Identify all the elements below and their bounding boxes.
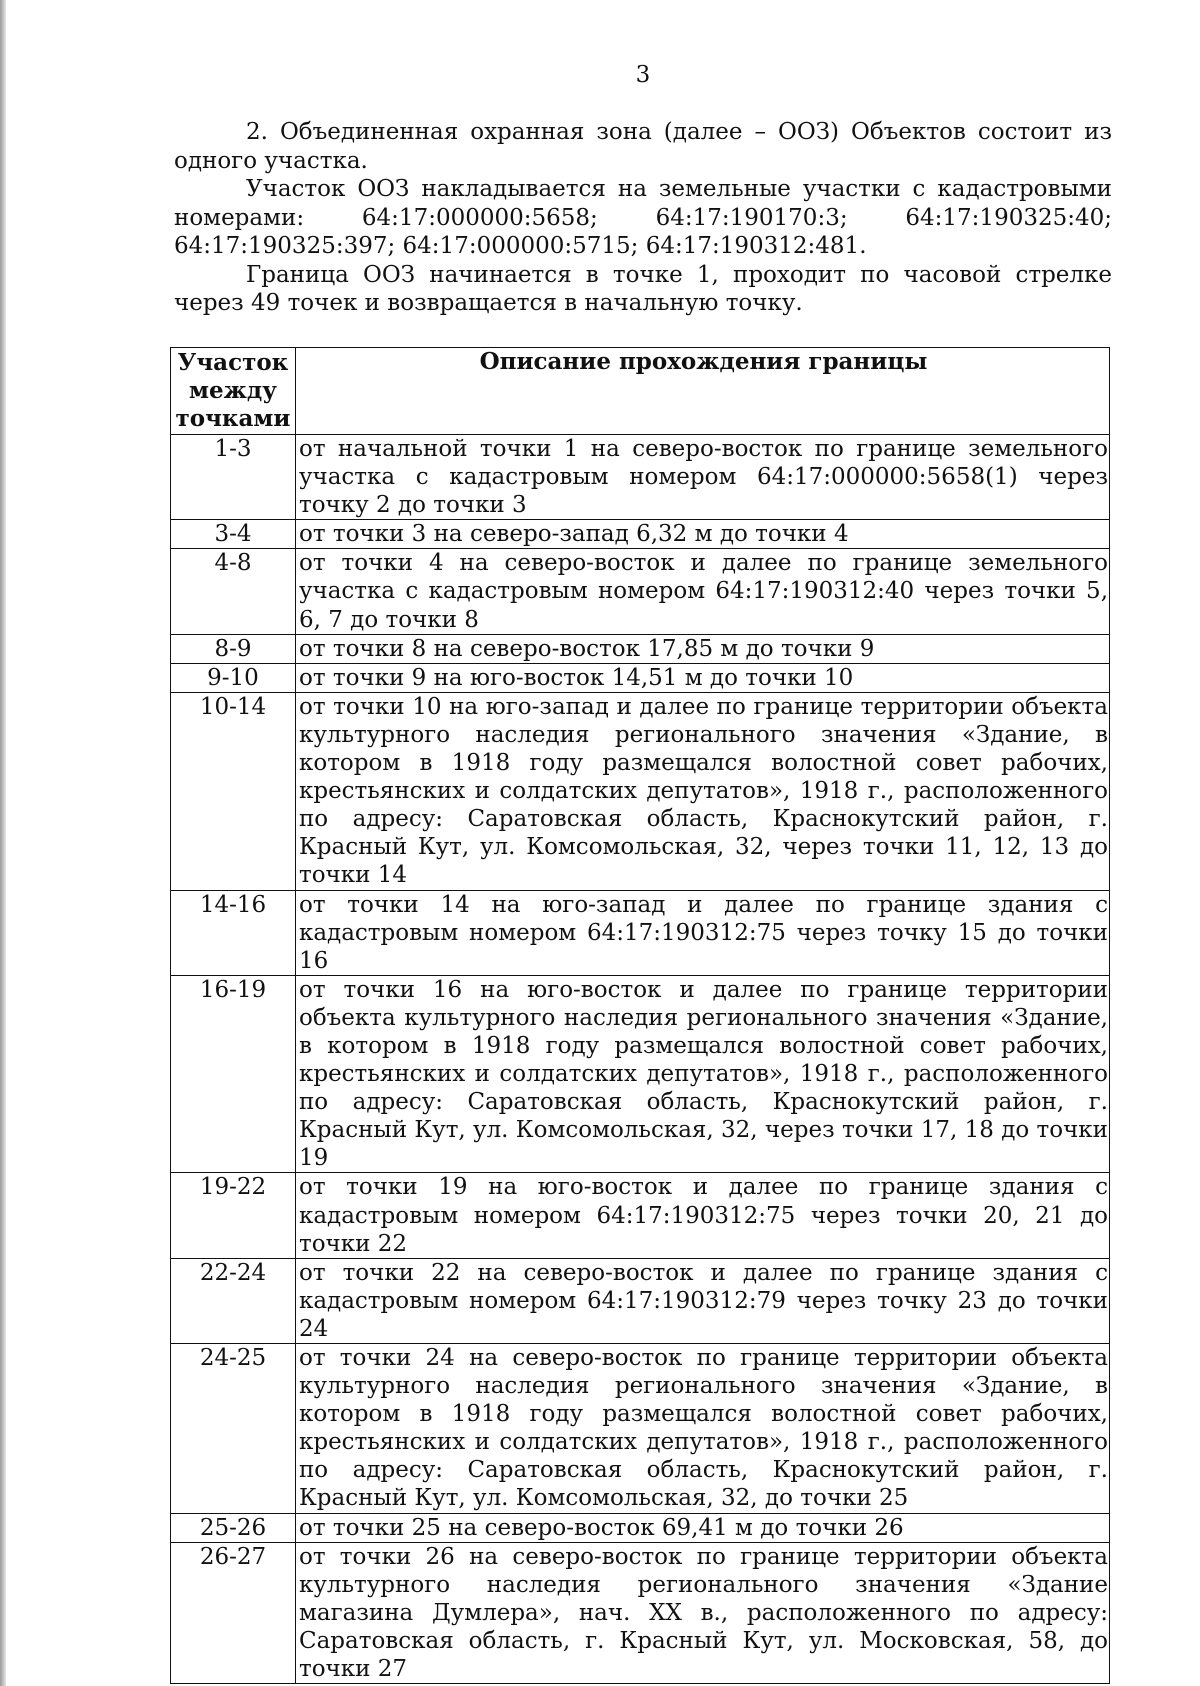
description-cell: от точки 4 на северо-восток и далее по границе земельного участка с кадастровым номером 64:17:190312:40 через точки 5, 6, 7 до точки 8 (295, 549, 1109, 634)
segment-cell: 26-27 (171, 1542, 296, 1683)
description-cell: от точки 10 на юго-запад и далее по границе территории объекта культурного наследия регионального значения «Здание, в котором в 1918 году размещался волостной совет рабочих, крестьянских и солдатских депутатов», 1918 г., расположенного по адресу: Саратовская область, Краснокутский район, г. Красный Кут, ул. Комсомольская, 32, через точки 11, 12, 13 до точки 14 (295, 692, 1109, 890)
table-row (171, 1173, 1110, 1258)
description-cell: от начальной точки 1 на северо-восток по границе земельного участка с кадастровым номером 64:17:000000:5658(1) через точку 2 до точки 3 (295, 435, 1109, 520)
table-row (171, 520, 1110, 549)
header-description: Описание прохождения границы (295, 348, 1109, 435)
table-row (171, 663, 1110, 692)
paragraph-cadastral-numbers: Участок ООЗ накладывается на земельные участки с кадастровыми номерами: 64:17:000000:5658; 64:17:190170:3; 64:17:190325:40; 64:17:190325:397; 64:17:000000:5715; 64:17:190312:481. (174, 176, 1112, 259)
table-row (171, 692, 1110, 890)
segment-cell: 24-25 (171, 1344, 296, 1514)
table-row (171, 1513, 1110, 1542)
segment-cell: 10-14 (171, 692, 296, 890)
description-cell: от точки 3 на северо-запад 6,32 м до точки 4 (295, 520, 1109, 549)
table-row (171, 1542, 1110, 1683)
segment-cell: 22-24 (171, 1258, 296, 1343)
table-row (171, 975, 1110, 1173)
segment-cell: 25-26 (171, 1513, 296, 1542)
body-text (174, 118, 1112, 318)
segment-cell: 16-19 (171, 975, 296, 1173)
table-row (171, 1344, 1110, 1514)
description-cell: от точки 25 на северо-восток 69,41 м до точки 26 (295, 1513, 1109, 1542)
paragraph-zone-composition: 2. Объединенная охранная зона (далее – ООЗ) Объектов состоит из одного участка. (174, 119, 1112, 174)
description-cell: от точки 26 на северо-восток по границе территории объекта культурного наследия регионального значения «Здание магазина Думлера», нач. XX в., расположенного по адресу: Саратовская область, г. Красный Кут, ул. Московская, 58, до точки 27 (295, 1542, 1109, 1683)
paragraph-boundary-start: Граница ООЗ начинается в точке 1, проходит по часовой стрелке через 49 точек и возвращается в начальную точку. (174, 261, 1112, 316)
segment-cell: 8-9 (171, 634, 296, 663)
table-row (171, 1258, 1110, 1343)
description-cell: от точки 8 на северо-восток 17,85 м до точки 9 (295, 634, 1109, 663)
description-cell: от точки 9 на юго-восток 14,51 м до точки 10 (295, 663, 1109, 692)
table-header-row (171, 348, 1110, 435)
boundary-description-table (170, 347, 1110, 1684)
table-row (171, 549, 1110, 634)
description-cell: от точки 24 на северо-восток по границе территории объекта культурного наследия регионального значения «Здание, в котором в 1918 году размещался волостной совет рабочих, крестьянских и солдатских депутатов», 1918 г., расположенного по адресу: Саратовская область, Краснокутский район, г. Красный Кут, ул. Комсомольская, 32, до точки 25 (295, 1344, 1109, 1514)
segment-cell: 4-8 (171, 549, 296, 634)
description-cell: от точки 16 на юго-восток и далее по границе территории объекта культурного наследия регионального значения «Здание, в котором в 1918 году размещался волостной совет рабочих, крестьянских и солдатских депутатов», 1918 г., расположенного по адресу: Саратовская область, Краснокутский район, г. Красный Кут, ул. Комсомольская, 32, через точки 17, 18 до точки 19 (295, 975, 1109, 1173)
description-cell: от точки 14 на юго-запад и далее по границе здания с кадастровым номером 64:17:190312:75 через точку 15 до точки 16 (295, 890, 1109, 975)
table-body (171, 435, 1110, 1684)
table-row (171, 634, 1110, 663)
segment-cell: 19-22 (171, 1173, 296, 1258)
page-number: 3 (635, 62, 651, 88)
scan-edge (0, 0, 6, 1686)
segment-cell: 3-4 (171, 520, 296, 549)
description-cell: от точки 22 на северо-восток и далее по границе здания с кадастровым номером 64:17:190312:79 через точку 23 до точки 24 (295, 1258, 1109, 1343)
table-row (171, 890, 1110, 975)
segment-cell: 9-10 (171, 663, 296, 692)
segment-cell: 14-16 (171, 890, 296, 975)
header-segment: Участок между точками (171, 348, 296, 435)
segment-cell: 1-3 (171, 435, 296, 520)
description-cell: от точки 19 на юго-восток и далее по границе здания с кадастровым номером 64:17:190312:75 через точки 20, 21 до точки 22 (295, 1173, 1109, 1258)
table-row (171, 435, 1110, 520)
